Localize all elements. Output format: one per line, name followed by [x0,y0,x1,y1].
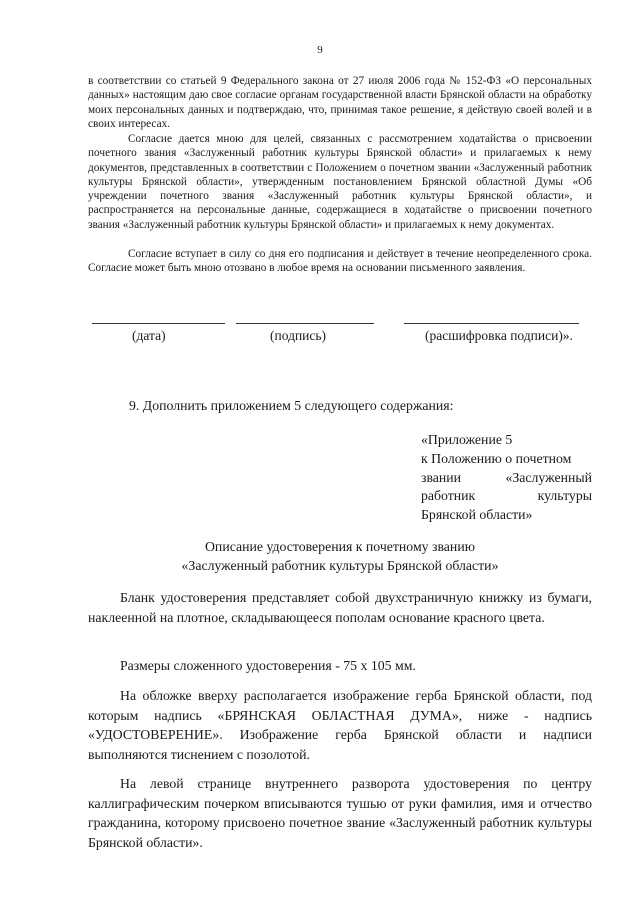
annex-line-4a: работник [421,488,476,504]
annex-line-5: Брянской области» [421,507,533,523]
signature-line [236,323,374,324]
signature-decode-label: (расшифровка подписи)». [425,328,573,343]
date-line [92,323,225,324]
annex-header [421,431,592,525]
section-title [88,537,592,575]
annex-line-3a: звании [421,469,462,485]
body-text-4: На левой странице внутреннего разворота удостоверения по центру каллиграфическим почерком вписываются тушью от руки фамилия, имя и отчество гражданина, которому присвоено почетное звание «Заслуженный работник культуры Брянской области». [88,776,592,850]
body-paragraph-3 [88,686,592,764]
annex-line-4b: культуры [537,488,592,504]
consent-paragraph-3 [88,247,592,276]
signature-label: (подпись) [270,328,327,343]
signature-decode-line [404,323,579,324]
title-line-1: Описание удостоверения к почетному званию [204,539,476,554]
annex-line-3 [421,469,592,488]
body-paragraph-2 [88,656,592,676]
body-text-2: Размеры сложенного удостоверения - 75 х 105 мм. [120,658,416,673]
page-number: 9 [317,44,323,56]
body-text-3: На обложке вверху располагается изображение герба Брянской области, под которым надпись «БРЯНСКАЯ ОБЛАСТНАЯ ДУМА», ниже - надпись «УДОСТОВЕРЕНИЕ». Изображение герба Брянской области и надписи выполняются тиснением с позолотой. [88,688,592,762]
date-label: (дата) [132,328,166,343]
annex-line-3b: «Заслуженный [505,469,592,485]
body-paragraph-1 [88,588,592,627]
consent-text-3: Согласие вступает в силу со дня его подписания и действует в течение неопределенного срока. Согласие может быть мною отозвано в любое время на основании письменного заявления. [88,248,592,275]
annex-line-2: к Положению о почетном [421,450,572,466]
title-line-2: «Заслуженный работник культуры Брянской области» [181,558,499,573]
item-9: 9. Дополнить приложением 5 следующего содержания: [129,398,454,413]
annex-line-4 [421,487,592,506]
consent-paragraph-2 [88,132,592,232]
body-text-1: Бланк удостоверения представляет собой двухстраничную книжку из бумаги, наклеенной на плотное, складывающееся пополам основание красного цвета. [88,590,592,625]
body-paragraph-4 [88,774,592,852]
consent-text-2: Согласие дается мною для целей, связанных с рассмотрением ходатайства о присвоении почетного звания «Заслуженный работник культуры Брянской области» и прилагаемых к нему документов, представленных в соответствии с Положением о почетном звании «Заслуженный работник культуры Брянской области», утвержденным постановлением Брянской областной Думы «Об учреждении почетного звания «Заслуженный работник культуры Брянской области», и распространяется на персональные данные, содержащиеся в ходатайстве о присвоении почетного звания «Заслуженный работник культуры Брянской области» и прилагаемых к нему документах. [88,133,592,231]
annex-line-1: «Приложение 5 [421,432,513,447]
consent-paragraph-1 [88,74,592,131]
consent-text-1: в соответствии со статьей 9 Федерального закона от 27 июля 2006 года № 152-ФЗ «О персональных данных» настоящим даю свое согласие органам государственной власти Брянской области на обработку моих персональных данных и подтверждаю, что, принимая такое решение, я действую своей волей и в своих интересах. [88,75,592,130]
